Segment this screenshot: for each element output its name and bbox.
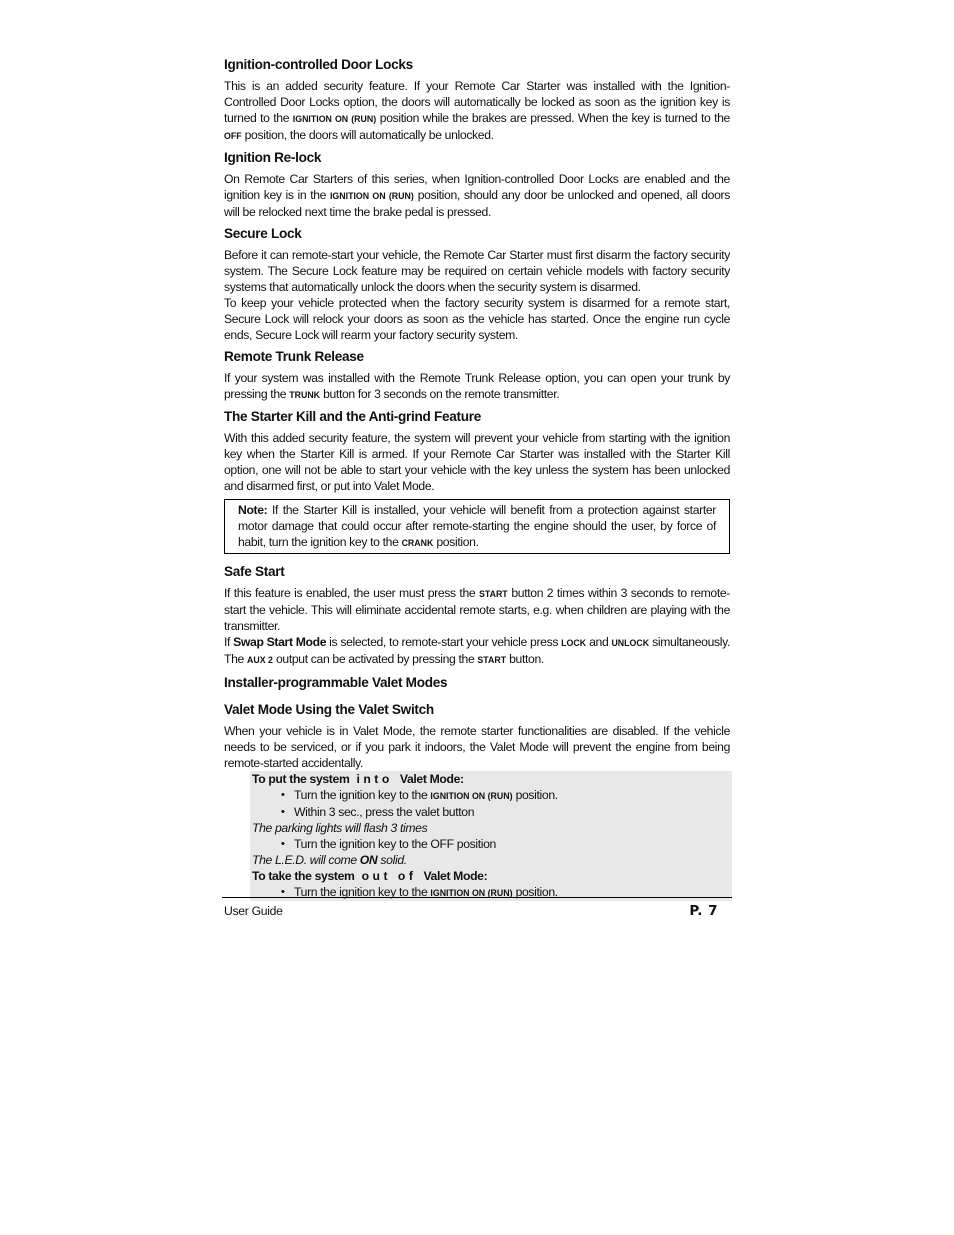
section-starter-kill bbox=[224, 408, 730, 554]
paragraph-starter-kill: With this added security feature, the system will prevent your vehicle from starting with the ignition key when the Starter Kill is armed. If your Remote Car Starter was installed with the Starter Kill option, one will not be able to start your vehicle with the key unless the system has been unlocked and disarmed first, or put into Valet Mode. bbox=[224, 431, 730, 493]
page-number: P. 7 bbox=[689, 903, 718, 919]
heading-ignition-door-locks: Ignition-controlled Door Locks bbox=[224, 57, 413, 72]
keyword: IGNITION ON (RUN) bbox=[430, 791, 513, 801]
paragraph-trunk-release: If your system was installed with the Remote Trunk Release option, you can open your trunk by pressing the TRUNK button for 3 seconds on the remote transmitter. bbox=[224, 371, 730, 401]
note-box bbox=[224, 499, 730, 554]
keyword: IGNITION ON (RUN) bbox=[292, 114, 377, 124]
keyword: TRUNK bbox=[289, 390, 321, 400]
section-valet-switch bbox=[224, 701, 730, 901]
heading-trunk-release: Remote Trunk Release bbox=[224, 349, 364, 364]
paragraph-safe-start-2: If Swap Start Mode is selected, to remote-start your vehicle press LOCK and UNLOCK simultaneously. The AUX 2 output can be activated by pressing the START button. bbox=[224, 635, 730, 666]
heading-secure-lock: Secure Lock bbox=[224, 226, 302, 241]
paragraph-ignition-relock: On Remote Car Starters of this series, when Ignition-controlled Door Locks are enabled and the ignition key is in the IGNITION ON (RUN) position, should any door be unlocked and opened, all doors will be relocked next time the brake pedal is pressed. bbox=[224, 172, 730, 219]
keyword: IGNITION ON (RUN) bbox=[329, 191, 414, 201]
keyword: START bbox=[479, 589, 508, 599]
heading-starter-kill: The Starter Kill and the Anti-grind Feature bbox=[224, 409, 481, 424]
keyword: CRANK bbox=[401, 538, 434, 548]
keyword: OFF bbox=[224, 131, 242, 141]
paragraph-secure-lock-1: Before it can remote-start your vehicle, the Remote Car Starter must first disarm the factory security system. The Secure Lock feature may be required on certain vehicle models with factory security systems that automatically unlock the doors when the security system is disarmed. bbox=[224, 248, 730, 294]
page-content bbox=[224, 56, 730, 901]
section-trunk-release bbox=[224, 348, 730, 403]
keyword: UNLOCK bbox=[611, 638, 650, 648]
valet-instructions-box bbox=[250, 771, 732, 901]
paragraph-secure-lock-2: To keep your vehicle protected when the factory security system is disarmed for a remote start, Secure Lock will relock your doors as soon as the vehicle has started. Once the engine run cycle ends, Secure Lock will rearm your factory security system. bbox=[224, 296, 730, 342]
keyword: START bbox=[477, 655, 507, 665]
keyword: AUX 2 bbox=[247, 655, 273, 665]
heading-valet-modes: Installer-programmable Valet Modes bbox=[224, 675, 448, 690]
section-ignition-door-locks bbox=[224, 56, 730, 144]
heading-safe-start: Safe Start bbox=[224, 564, 285, 579]
heading-valet-switch: Valet Mode Using the Valet Switch bbox=[224, 702, 434, 717]
into-valet-heading: To put the system into Valet Mode: bbox=[252, 772, 464, 786]
paragraph-safe-start-1: If this feature is enabled, the user must press the START button 2 times within 3 seconds to remote-start the vehicle. This will eliminate accidental remote starts, e.g. when children are playing with the transmitter. bbox=[224, 586, 730, 633]
section-safe-start bbox=[224, 563, 730, 668]
keyword: LOCK bbox=[561, 638, 587, 648]
list-item: • Turn the ignition key to the IGNITION ON (RUN) position. bbox=[294, 884, 730, 901]
list-item: • Turn the ignition key to the OFF position bbox=[294, 836, 730, 852]
footer-title: User Guide bbox=[224, 904, 283, 918]
out-valet-heading: To take the system out of Valet Mode: bbox=[252, 869, 488, 883]
note-label: Note: bbox=[238, 503, 268, 517]
paragraph-valet-switch: When your vehicle is in Valet Mode, the remote starter functionalities are disabled. If the vehicle needs to be serviced, or if you park it indoors, the Valet Mode will prevent the engine from being remote-started accidentally. bbox=[224, 724, 730, 770]
note-text: Note: If the Starter Kill is installed, your vehicle will benefit from a protection against starter motor damage that could occur after remote-starting the engine should the user, by force of habit, turn the ignition key to the CRANK position. bbox=[238, 503, 716, 549]
note-led: The L.E.D. will come ON solid. bbox=[252, 853, 407, 867]
list-item: • Turn the ignition key to the IGNITION ON (RUN) position. bbox=[294, 787, 730, 804]
heading-ignition-relock: Ignition Re-lock bbox=[224, 150, 322, 165]
keyword: IGNITION ON (RUN) bbox=[430, 888, 513, 898]
list-item: • Within 3 sec., press the valet button bbox=[294, 804, 730, 820]
note-parking-lights: The parking lights will flash 3 times bbox=[252, 821, 428, 835]
section-valet-modes bbox=[224, 674, 730, 692]
section-secure-lock bbox=[224, 225, 730, 343]
into-valet-steps-2 bbox=[252, 836, 730, 852]
page-footer bbox=[222, 897, 732, 928]
section-ignition-relock bbox=[224, 149, 730, 220]
into-valet-steps bbox=[252, 787, 730, 820]
paragraph-ignition-door-locks: This is an added security feature. If your Remote Car Starter was installed with the Ignition-Controlled Door Locks option, the doors will automatically be locked as soon as the ignition key is turned to the IGNITION ON (RUN) position while the brakes are pressed. When the key is turned to the OFF position, the doors will automatically be unlocked. bbox=[224, 79, 730, 142]
